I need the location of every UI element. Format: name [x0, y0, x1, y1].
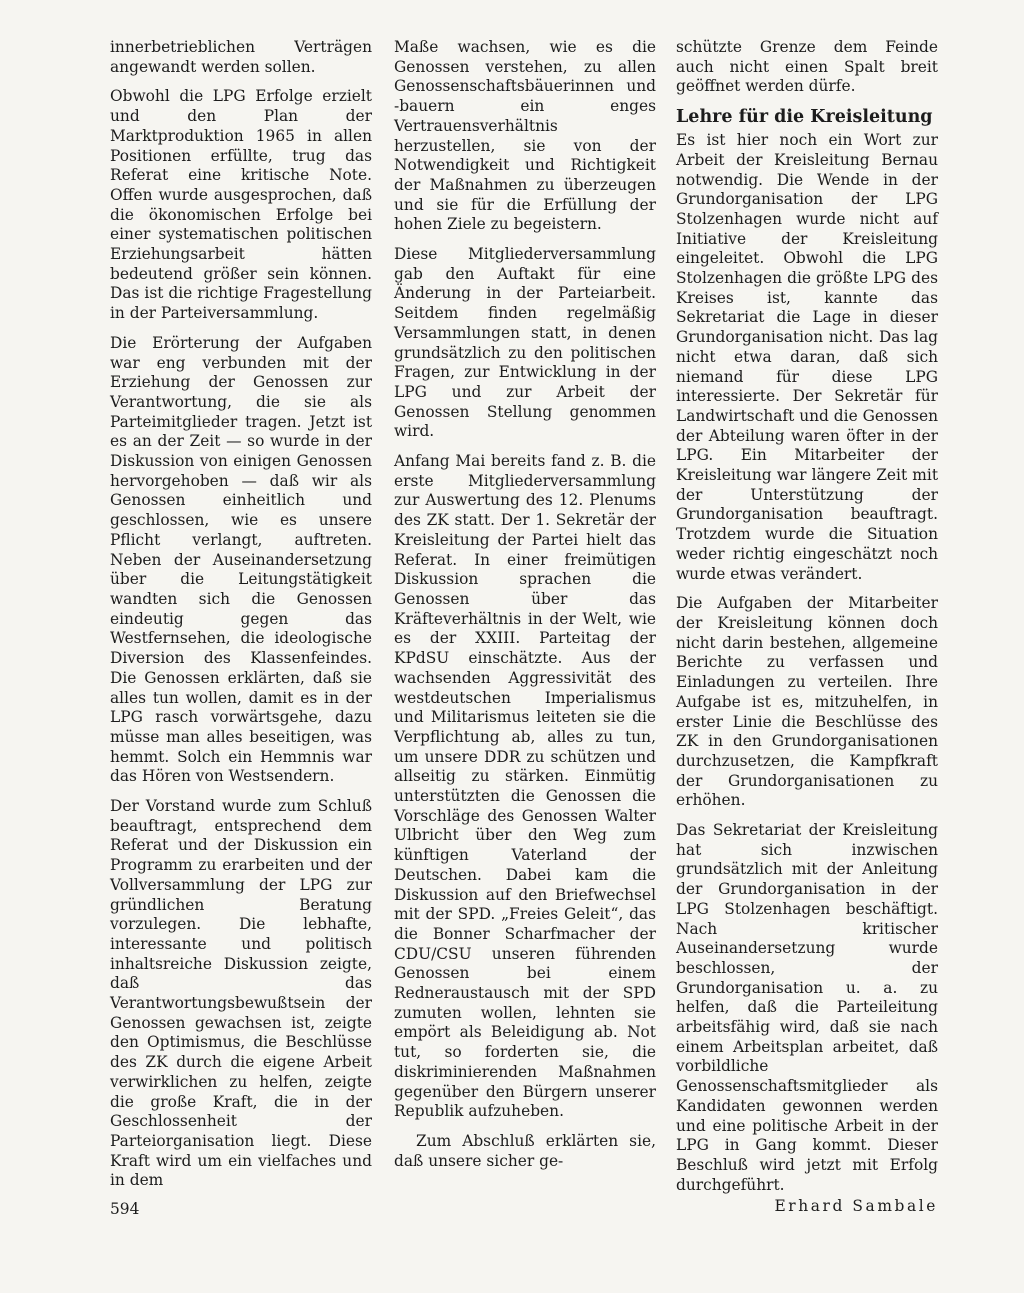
- paragraph: Die Aufgaben der Mitarbeiter der Kreisleitung können doch nicht darin bestehen, allgemeine Berichte zu verfassen und Einladungen zu verteilen. Ihre Aufgabe ist es, mitzuhelfen, in erster Linie die Beschlüsse des ZK in den Grundorganisationen durchzusetzen, die Kampfkraft der Grundorganisationen zu erhöhen.: [676, 594, 938, 810]
- page-number: 594: [110, 1200, 140, 1218]
- paragraph: Anfang Mai bereits fand z. B. die erste Mitgliederversammlung zur Auswertung des 12. Plenums des ZK statt. Der 1. Sekretär der Kreisleitung der Partei hielt das Referat. In einer freimütigen Diskussion sprachen die Genossen über das Kräfteverhältnis in der Welt, wie es der XXIII. Parteitag der KPdSU einschätzte. Aus der wachsenden Aggressivität des westdeutschen Imperialismus und Militarismus leiteten sie die Verpflichtung ab, alles zu tun, um unsere DDR zu schützen und allseitig zu stärken. Einmütig unterstützten die Genossen die Vorschläge des Genossen Walter Ulbricht über den Weg zum künftigen Vaterland der Deutschen. Dabei kam die Diskussion auf den Briefwechsel mit der SPD. „Freies Geleit“, das die Bonner Scharfmacher der CDU/CSU unseren führenden Genossen bei einem Redneraustausch mit der SPD zumuten wollen, lehnten sie empört als Beleidigung ab. Not tut, so forderten sie, die diskriminierenden Maßnahmen gegenüber den Bürgern unserer Republik aufzuheben.: [394, 452, 656, 1121]
- text-column-3: [676, 38, 938, 1217]
- paragraph: Obwohl die LPG Erfolge erzielt und den Plan der Marktproduktion 1965 in allen Positionen erfüllte, trug das Referat eine kritische Note. Offen wurde ausgesprochen, daß die ökonomischen Erfolge bei einer systematischen politischen Erziehungsarbeit hätten bedeutend größer sein können. Das ist die richtige Fragestellung in der Parteiversammlung.: [110, 87, 372, 323]
- paragraph: Das Sekretariat der Kreisleitung hat sich inzwischen grundsätzlich mit der Anleitung der Grundorganisation in der LPG Stolzenhagen beschäftigt. Nach kritischer Auseinandersetzung wurde beschlossen, der Grundorganisation u. a. zu helfen, daß die Parteileitung arbeitsfähig wird, daß sie nach einem Arbeitsplan arbeitet, daß vorbildliche Genossenschaftsmitglieder als Kandidaten gewonnen werden und eine politische Arbeit in der LPG in Gang kommt. Dieser Beschluß wird jetzt mit Erfolg durchgeführt.: [676, 821, 938, 1194]
- text-column-2: [394, 38, 656, 1171]
- paragraph: Es ist hier noch ein Wort zur Arbeit der Kreisleitung Bernau notwendig. Die Wende in der Grundorganisation der LPG Stolzenhagen wurde nicht auf Initiative der Kreisleitung eingeleitet. Obwohl die LPG Stolzenhagen die größte LPG des Kreises ist, kannte das Sekretariat die Lage in dieser Grundorganisation nicht. Das lag nicht etwa daran, daß sich niemand für diese LPG interessierte. Der Sekretär für Landwirtschaft und die Genossen der Abteilung waren öfter in der LPG. Ein Mitarbeiter der Kreisleitung war längere Zeit mit der Unterstützung der Grundorganisation beauftragt. Trotzdem wurde die Situation weder richtig eingeschätzt noch wurde etwas verändert.: [676, 131, 938, 583]
- author-signature: Erhard Sambale: [774, 1197, 938, 1216]
- paragraph: Diese Mitgliederversammlung gab den Auftakt für eine Änderung in der Parteiarbeit. Seitdem finden regelmäßig Versammlungen statt, in denen grundsätzlich zu den politischen Fragen, zur Entwicklung in der LPG und zur Arbeit der Genossen Stellung genommen wird.: [394, 245, 656, 441]
- section-heading: Lehre für die Kreisleitung: [676, 107, 933, 128]
- text-column-1: [110, 38, 372, 1191]
- paragraph: Der Vorstand wurde zum Schluß beauftragt, entsprechend dem Referat und der Diskussion ein Programm zu erarbeiten und der Vollversammlung der LPG zur gründlichen Beratung vorzulegen. Die lebhafte, interessante und politisch inhaltsreiche Diskussion zeigte, daß das Verantwortungsbewußtsein der Genossen gewachsen ist, zeigte den Optimismus, die Beschlüsse des ZK durch die eigene Arbeit verwirklichen zu helfen, zeigte die große Kraft, die in der Geschlossenheit der Parteiorganisation liegt. Diese Kraft wird um ein vielfaches und in dem: [110, 797, 372, 1190]
- paragraph: Zum Abschluß erklärten sie, daß unsere sicher ge-: [394, 1131, 656, 1170]
- paragraph: Maße wachsen, wie es die Genossen verstehen, zu allen Genossenschaftsbäuerinnen und -bauern ein enges Vertrauensverhältnis herzustellen, sie von der Notwendigkeit und Richtigkeit der Maßnahmen zu überzeugen und sie für die Erfüllung der hohen Ziele zu begeistern.: [394, 38, 656, 234]
- paragraph: innerbetrieblichen Verträgen angewandt werden sollen.: [110, 38, 372, 76]
- paragraph: schützte Grenze dem Feinde auch nicht einen Spalt breit geöffnet werden dürfe.: [676, 38, 938, 96]
- paragraph: Die Erörterung der Aufgaben war eng verbunden mit der Erziehung der Genossen zur Verantwortung, die sie als Parteimitglieder tragen. Jetzt ist es an der Zeit — so wurde in der Diskussion von einigen Genossen hervorgehoben — daß wir als Genossen einheitlich und geschlossen, wie es unsere Pflicht verlangt, auftreten. Neben der Auseinandersetzung über die Leitungstätigkeit wandten sich die Genossen eindeutig gegen das Westfernsehen, die ideologische Diversion des Klassenfeindes. Die Genossen erklärten, daß sie alles tun wollen, damit es in der LPG rasch vorwärtsgehe, dazu müsse man alles beseitigen, was hemmt. Solch ein Hemmnis war das Hören von Westsendern.: [110, 333, 372, 786]
